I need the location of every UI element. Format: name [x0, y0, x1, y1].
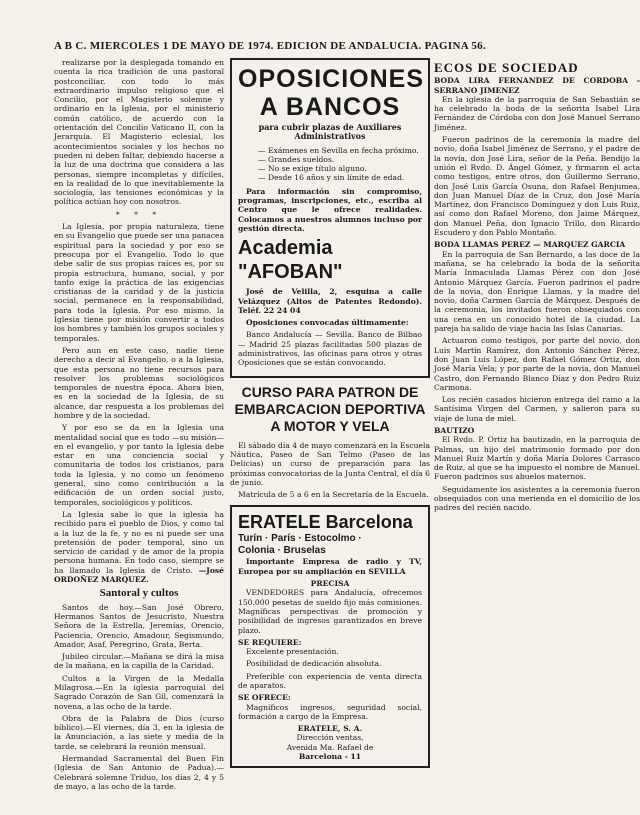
santoral-item: Hermandad Sacramental del Buen Fin (Iglesia de San Antonio de Padua).—Celebrará solemne Triduo, los días 2, 4 y 5 de mayo, a las ocho de la tarde. [54, 754, 224, 791]
ad-oposiciones [230, 58, 430, 378]
ad-info: Para información sin compromiso, programas, inscripciones, etc., escriba al Centro que le ofrece realidades. Colocamos a nuestros alumnos incluso por gestión directa. [238, 186, 422, 233]
ad-bank-info: Banco Andalucía — Sevilla. Banco de Bilbao — Madrid 25 plazas facilitadas 500 plazas de administrativos, las oficinas para otros y otras Oposiciones que se están convocando. [238, 330, 422, 368]
society-section-title: ECOS DE SOCIEDAD [434, 60, 579, 75]
course-title: CURSO PARA PATRON DE EMBARCACION DEPORTIVA A MOTOR Y VELA [234, 383, 426, 434]
santoral-item: Jubileo circular.—Mañana se dirá la misa de la mañana, en la capilla de la Caridad. [54, 652, 224, 671]
column-3 [434, 58, 640, 809]
author-signature: —José ORDOÑEZ MARQUEZ. [54, 565, 224, 585]
column-1 [54, 58, 224, 809]
society-subhead: BAUTIZO [434, 425, 475, 435]
eratele-precisa: PRECISA [310, 579, 350, 589]
society-paragraph: Los recién casados hicieron entrega del ramo a la Santísima Virgen del Carmen, y salieron para su viaje de luna de miel. [434, 395, 640, 423]
eratele-cities: Turín · París · Estocolmo · [238, 533, 362, 545]
ad-item: — Desde 16 años y sin límite de edad. [258, 173, 422, 182]
ad-subtitle: para cubrir plazas de Auxiliares Administrativos [258, 122, 402, 142]
ad-item: — Grandes sueldos. [258, 155, 422, 164]
article-paragraph: Pero aun en este caso, nadie tiene derecho a decir al Evangelio, o a la Iglesia, que esta persona no tiene recursos para resolver los problemas sociológicos temporales de nuestra época. Ahora bien, es en la sociedad de la Iglesia, de su alcance, dar respuesta a los problemas del hombre y de la sociedad. [54, 345, 224, 420]
eratele-text: VENDEDORES para Andalucía, ofrecemos 150.000 pesetas de sueldo fijo más comisiones. Magníficas perspectivas de promoción y posibilidad de ingresos garantizados en breve plazo. [238, 588, 422, 635]
ad-item: — Exámenes en Sevilla en fecha próximo. [258, 146, 422, 155]
ad-title-oposiciones: OPOSICIONES [238, 65, 425, 93]
eratele-title: ERATELE Barcelona [238, 512, 413, 533]
eratele-contact: Avenida Ma. Rafael de [286, 742, 374, 752]
society-paragraph: El Rvdo. P. Ortiz ha bautizado, en la parroquia de Palmas, un hijo del matrimonio formado por don Manuel Ruiz Martín y doña María Dolores Carrasco de Ruiz, al que se ha impuesto el nombre de Manuel. Fueron padrinos sus abuelos maternos. [434, 435, 640, 482]
society-paragraph: Fueron padrinos de la ceremonia la madre del novio, doña Isabel Jiménez de Serrano, y el padre de la novia, don José Lira, señor de la Peña. Bendijo la unión el Rvdo. D. Ángel Gómez, y firmaron el acta como testigos, entre otros, don Guillermo Serrano, don José Luis García Osuna, don Rafael Benjumea, don Juan Manuel Díaz de la Cruz, don José María Martínez, don Francisco Domínguez y don Luis Ruiz, así como don Rafael Moreno, don Jaime Márquez, don Manuel Peña, don Ignacio Trillo, don Ricardo Escudero y don Pablo Montaño. [434, 135, 640, 238]
ad-item: — No se exige título alguno. [258, 164, 422, 173]
santoral-item: Cultos a la Virgen de la Medalla Milagrosa.—En la iglesia parroquial del Sagrado Corazón de San Gil, comenzará la novena, a las ocho de la tarde. [54, 673, 224, 711]
eratele-req: Posibilidad de dedicación absoluta. [246, 659, 382, 669]
eratele-req: Excelente presentación. [246, 647, 339, 657]
article-paragraph-text: La Iglesia sabe lo que la iglesia ha recibido para el pueblo de Dios, y como tal a la luz de la fe, y no es ni puede ser una pretensión de poder temporal, sino un servicio de caridad y de amor de la propia persona humana. En todo caso, siempre se ha llamado la Iglesia de Cristo. [54, 509, 224, 575]
society-paragraph: En la parroquia de San Bernardo, a las doce de la mañana, se ha celebrado la boda de la señorita María Inmaculada Llamas Pérez con don José Antonio Márquez García. Fueron padrinos el padre de la novia, don Enrique Llamas, y la madre del novio, doña Carmen García de Márquez. Después de la ceremonia, los invitados fueron obsequiados con una cena en un conocido hotel de la ciudad. La pareja ha salido de viaje hacia las Islas Canarias. [434, 249, 640, 334]
academy-name: Academia "AFOBAN" [238, 237, 343, 284]
course-text: Matrícula de 5 a 6 en la Secretaría de la Escuela. [238, 490, 429, 500]
column-2 [230, 58, 430, 809]
ad-title-bancos: A BANCOS [259, 93, 401, 121]
article-paragraph: realizarse por la desplegada tomando en cuenta la rica tradición de una pastoral postconciliar, con todo lo más extraordinario impulso religioso que el Concilio, por el Magisterio solemne y ordinario en la Iglesia, por el ministerio común católico, de acuerdo con la orientación del Concilio Vaticano II, con la Jerarquía. El Magisterio eclesial, los acontecimientos sociales y los hechos no pueden ni deben faltar, debiendo hacerse a la luz de una doctrina que considera a las personas, siempre incompletas y difíciles, en la realidad de lo que inevitablemente la sociología, las tensiones económicas y la política actúan hoy con nosotros. [54, 58, 224, 207]
ad-item-list [238, 146, 422, 183]
society-subhead: BODA LIRA FERNANDEZ DE CORDOBA - SERRANO JIMENEZ [434, 76, 640, 95]
eratele-contact: ERATELE, S. A. [297, 724, 363, 734]
columns [54, 58, 640, 809]
santoral-item: Santos de hoy.—San José Obrero, Hermanos Santos de Jesucristo, Nuestra Señora de la Estrella, Jeremías, Orencio, Paciencia, Orencio, Amadour, Segismundo, Amador, Asaf, Peregrino, Grata, Berta. [54, 602, 224, 649]
article-paragraph: Y por eso se da en la Iglesia una mentalidad social que es todo —su misión— en el evangelio, y por tanto la Iglesia debe estar en una conciencia social y comunitaria de todos los cristianos, para toda la Iglesia, y no como un fenómeno general, sino como contribución a la edificación de un orden social justo, temporales, sociológicos y políticos. [54, 423, 224, 507]
section-title-santoral: Santoral y cultos [99, 587, 179, 600]
academy-address: José de Velilla, 2, esquina a calle Velázquez (Altos de Patentes Redondo). Teléf. 22 24 04 [238, 287, 422, 315]
ad-convocadas: Oposiciones convocadas últimamente: [246, 318, 409, 328]
eratele-contact: Barcelona - 11 [298, 752, 362, 762]
page-header: A B C. MIERCOLES 1 DE MAYO DE 1974. EDICION DE ANDALUCIA. PAGINA 56. [54, 40, 487, 52]
course-text: El sábado día 4 de mayo comenzará en la Escuela Náutica, Paseo de San Telmo (Paseo de las Delicias) un curso de preparación para las próximas convocatorias de la Junta Central, el día 6 de junio. [230, 440, 431, 487]
ad-eratele [230, 505, 430, 768]
eratele-cities: Colonia · Bruselas [238, 545, 326, 557]
society-paragraph: En la iglesia de la parroquia de San Sebastián se ha celebrado la boda de la señorita Isabel Lira Fernández de Córdoba con don José Manuel Serrano Jiménez. [434, 94, 640, 132]
eratele-ofrece: SE OFRECE: [238, 693, 291, 703]
santoral-item: Obra de la Palabra de Dios (curso bíblico).—El viernes, día 3, en la iglesia de la Anunciación, a las siete y media de la tarde, se celebrará la reunión mensual. [54, 713, 224, 751]
eratele-contact: Dirección ventas, [296, 733, 364, 743]
society-paragraph: Actuaron como testigos, por parte del novio, don Luis Martín Ramírez, don Antonio Sánchez Pérez, don Juan Luis López, don Rafael Gómez Ortiz, don José María Vela; y por parte de la novia, don Manuel Castro, don Fernando Blanco Díaz y don Pedro Ruiz Carmona. [434, 336, 640, 392]
eratele-requisitos: SE REQUIERE: [238, 637, 302, 647]
article-paragraph: La Iglesia, por propia naturaleza, tiene en su Evangelio que puede ser una panacea espiritual para la sociedad y por eso se preocupa por el Evangelio. Todo lo que debe salir de sus propias raíces es, por su propia estructura, humano, social, y por tanto exige la práctica de las exigencias cristianas de la caridad y de la justicia social, permanece en la responsabilidad, para toda la Iglesia. Por eso mismo, la Iglesia tiene por misión convertir a todos los hombres y también los grupos sociales y temporales. [54, 222, 224, 343]
society-paragraph: Seguidamente los asistentes a la ceremonia fueron obsequiados con una merienda en el domicilio de los padres del recién nacido. [434, 484, 640, 513]
eratele-offer: Magníficos ingresos, seguridad social, formación a cargo de la Empresa. [238, 702, 422, 721]
article-paragraph [54, 510, 224, 584]
society-subhead: BODA LLAMAS PEREZ — MARQUEZ GARCIA [434, 240, 626, 250]
eratele-req: Preferible con experiencia de venta directa de aparatos. [238, 671, 422, 690]
eratele-subtitle: Importante Empresa de radio y TV, Europea por su ampliación en SEVILLA [238, 557, 422, 576]
separator-stars: * * * [115, 209, 163, 219]
